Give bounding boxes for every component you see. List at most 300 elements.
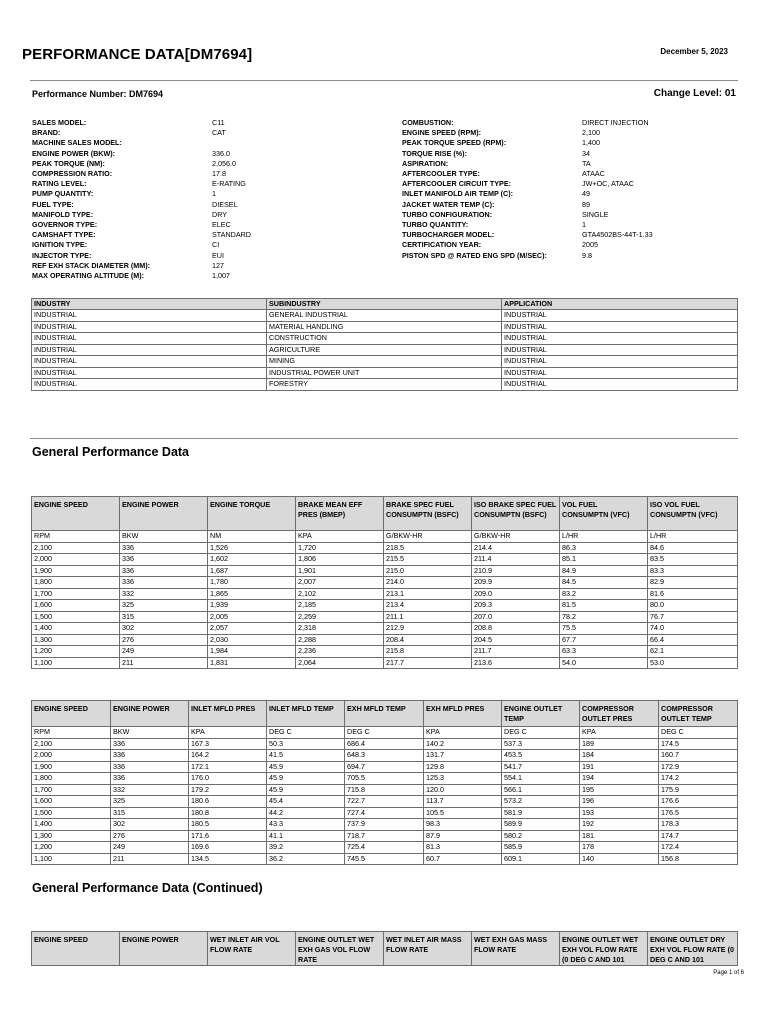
table-cell: 1,780 [208, 577, 296, 589]
table-cell: INDUSTRIAL [502, 367, 738, 379]
table-cell: MATERIAL HANDLING [267, 321, 502, 333]
spec-label: TORQUE RISE (%): [402, 148, 467, 158]
table-cell: 1,687 [208, 565, 296, 577]
table-cell: 43.3 [267, 819, 345, 831]
table-cell: KPA [189, 727, 267, 739]
table-cell: 192 [580, 819, 659, 831]
table-cell: 120.0 [424, 784, 502, 796]
table-cell: 213.4 [384, 600, 472, 612]
table-cell: 336 [120, 577, 208, 589]
spec-value: 2,100 [582, 128, 600, 138]
spec-value [212, 138, 251, 148]
table-cell: 581.9 [502, 807, 580, 819]
table-cell: 1,300 [32, 634, 120, 646]
section-title-continued: General Performance Data (Continued) [32, 881, 263, 895]
table-row [32, 738, 738, 750]
table-cell: 2,288 [296, 634, 384, 646]
spec-value: 336.0 [212, 148, 230, 158]
table-cell: 215.5 [384, 554, 472, 566]
spec-value: 1 [582, 220, 586, 230]
column-header: WET INLET AIR MASS FLOW RATE [384, 932, 472, 966]
table-cell: 336 [111, 738, 189, 750]
table-cell: 181 [580, 830, 659, 842]
spec-value: 34 [582, 148, 590, 158]
column-header: ENGINE OUTLET WET EXH VOL FLOW RATE (0 DEG C AND 101 [560, 932, 648, 966]
table-cell: KPA [580, 727, 659, 739]
spec-value: CI [212, 240, 220, 250]
table-cell: INDUSTRIAL [32, 367, 267, 379]
spec-value: 49 [582, 189, 590, 199]
table-cell: 302 [120, 623, 208, 635]
table-cell: 84.6 [648, 542, 738, 554]
table-cell: 208.8 [472, 623, 560, 635]
spec-label: INLET MANIFOLD AIR TEMP (C): [402, 189, 513, 199]
column-header: COMPRESSOR OUTLET TEMP [659, 701, 738, 727]
table-cell: 196 [580, 796, 659, 808]
table-cell: 160.7 [659, 750, 738, 762]
spec-label: CAMSHAFT TYPE: [32, 230, 96, 240]
spec-label: MAX OPERATING ALTITUDE (M): [32, 271, 145, 281]
table-cell: 98.3 [424, 819, 502, 831]
table-cell: 125.3 [424, 773, 502, 785]
table-row [32, 565, 738, 577]
table-cell: 2,185 [296, 600, 384, 612]
table-cell: GENERAL INDUSTRIAL [267, 310, 502, 322]
table-cell: 213.6 [472, 657, 560, 669]
column-header: BRAKE MEAN EFF PRES (BMEP) [296, 497, 384, 531]
table-cell: 609.1 [502, 853, 580, 865]
spec-label: FUEL TYPE: [32, 199, 74, 209]
table-row [32, 784, 738, 796]
table-cell: 276 [111, 830, 189, 842]
table-cell: 453.5 [502, 750, 580, 762]
table-cell: 180.5 [189, 819, 267, 831]
table-cell: 694.7 [345, 761, 424, 773]
table-cell: INDUSTRIAL [32, 321, 267, 333]
table-cell: 725.4 [345, 842, 424, 854]
section-title-general: General Performance Data [32, 445, 190, 459]
table-cell: 209.0 [472, 588, 560, 600]
table-cell: 554.1 [502, 773, 580, 785]
table-cell: 566.1 [502, 784, 580, 796]
table-cell: 2,318 [296, 623, 384, 635]
column-header: INLET MFLD PRES [189, 701, 267, 727]
table-cell: 211.4 [472, 554, 560, 566]
table-cell: INDUSTRIAL [502, 321, 738, 333]
page-footer: Page 1 of 6 [713, 970, 744, 976]
performance-table-2 [31, 700, 738, 865]
table-cell: 218.5 [384, 542, 472, 554]
table-cell: 140.2 [424, 738, 502, 750]
spec-value: TA [582, 158, 591, 168]
column-header: ENGINE TORQUE [208, 497, 296, 531]
table-row [32, 623, 738, 635]
table-cell: 53.0 [648, 657, 738, 669]
spec-value: 17.8 [212, 169, 226, 179]
table-row [32, 634, 738, 646]
table-cell: 315 [111, 807, 189, 819]
table-cell: 45.9 [267, 784, 345, 796]
section-divider [30, 438, 738, 439]
table-cell: 1,700 [32, 784, 111, 796]
table-cell: 208.4 [384, 634, 472, 646]
table-cell: DEG C [502, 727, 580, 739]
table-cell: 209.3 [472, 600, 560, 612]
table-cell: 1,600 [32, 600, 120, 612]
table-cell: RPM [32, 727, 111, 739]
table-cell: 184 [580, 750, 659, 762]
table-cell: 1,600 [32, 796, 111, 808]
spec-label: MACHINE SALES MODEL: [32, 138, 122, 148]
table-cell: INDUSTRIAL [32, 310, 267, 322]
table-cell: 83.3 [648, 565, 738, 577]
table-cell: 211 [120, 657, 208, 669]
table-row [32, 379, 738, 391]
report-date: December 5, 2023 [660, 47, 728, 56]
table-cell: 1,984 [208, 646, 296, 658]
table-cell: 50.3 [267, 738, 345, 750]
table-cell: INDUSTRIAL [502, 333, 738, 345]
table-cell: 2,057 [208, 623, 296, 635]
table-cell: 745.5 [345, 853, 424, 865]
table-row [32, 344, 738, 356]
table-cell: 54.0 [560, 657, 648, 669]
table-cell: 178.3 [659, 819, 738, 831]
spec-value: DIESEL [212, 199, 238, 209]
table-cell: 1,800 [32, 773, 111, 785]
table-cell: INDUSTRIAL [32, 379, 267, 391]
table-cell: 174.5 [659, 738, 738, 750]
column-header: ENGINE OUTLET WET EXH GAS VOL FLOW RATE [296, 932, 384, 966]
table-cell: 215.0 [384, 565, 472, 577]
column-header: ENGINE POWER [120, 497, 208, 531]
spec-value: DIRECT INJECTION [582, 118, 649, 127]
table-cell: 1,400 [32, 623, 120, 635]
performance-number: Performance Number: DM7694 [32, 89, 164, 99]
table-cell: 41.5 [267, 750, 345, 762]
table-cell: 169.6 [189, 842, 267, 854]
spec-value: 9.8 [582, 250, 592, 260]
table-row [32, 819, 738, 831]
table-cell: 332 [111, 784, 189, 796]
table-cell: 648.3 [345, 750, 424, 762]
table-cell: INDUSTRIAL POWER UNIT [267, 367, 502, 379]
spec-value: ELEC [212, 220, 231, 230]
column-header: COMPRESSOR OUTLET PRES [580, 701, 659, 727]
spec-label: PUMP QUANTITY: [32, 189, 94, 199]
table-cell: MINING [267, 356, 502, 368]
spec-label: REF EXH STACK DIAMETER (MM): [32, 260, 151, 270]
table-cell: 172.4 [659, 842, 738, 854]
column-header: WET INLET AIR VOL FLOW RATE [208, 932, 296, 966]
table-cell: INDUSTRIAL [32, 333, 267, 345]
table-cell: 211.1 [384, 611, 472, 623]
spec-value: CAT [212, 128, 226, 138]
table-cell: 85.1 [560, 554, 648, 566]
table-cell: 1,602 [208, 554, 296, 566]
spec-label: PEAK TORQUE (NM): [32, 158, 105, 168]
table-cell: 179.2 [189, 784, 267, 796]
table-cell: FORESTRY [267, 379, 502, 391]
table-cell: 2,000 [32, 750, 111, 762]
table-cell: 172.1 [189, 761, 267, 773]
table-cell: 134.5 [189, 853, 267, 865]
specs-left-values [212, 118, 251, 281]
table-cell: 718.7 [345, 830, 424, 842]
table-cell: 1,700 [32, 588, 120, 600]
column-header: INDUSTRY [32, 299, 267, 310]
table-cell: 207.0 [472, 611, 560, 623]
table-cell: 336 [111, 773, 189, 785]
spec-value: 1,400 [582, 138, 600, 148]
spec-label: AFTERCOOLER CIRCUIT TYPE: [402, 179, 512, 189]
column-header: ISO VOL FUEL CONSUMPTN (VFC) [648, 497, 738, 531]
table-cell: 212.9 [384, 623, 472, 635]
table-cell: 156.8 [659, 853, 738, 865]
table-row [32, 773, 738, 785]
table-cell: 2,030 [208, 634, 296, 646]
table-cell: 213.1 [384, 588, 472, 600]
spec-value: JW+OC, ATAAC [582, 179, 634, 189]
spec-label: GOVERNOR TYPE: [32, 220, 98, 230]
performance-table-3 [31, 931, 738, 966]
table-cell: 36.2 [267, 853, 345, 865]
column-header: ENGINE OUTLET DRY EXH VOL FLOW RATE (0 DEG C AND 101 [648, 932, 738, 966]
table-cell: 2,005 [208, 611, 296, 623]
column-header: APPLICATION [502, 299, 738, 310]
table-row [32, 807, 738, 819]
table-cell: BKW [120, 531, 208, 543]
table-cell: 2,100 [32, 542, 120, 554]
table-row [32, 321, 738, 333]
page-title: PERFORMANCE DATA[DM7694] [22, 46, 253, 63]
table-cell: 41.1 [267, 830, 345, 842]
spec-value: EUI [212, 250, 224, 260]
table-row [32, 761, 738, 773]
table-row [32, 611, 738, 623]
column-header: EXH MFLD TEMP [345, 701, 424, 727]
table-cell: G/BKW-HR [472, 531, 560, 543]
industry-table [31, 298, 738, 391]
table-row [32, 542, 738, 554]
table-cell: 315 [120, 611, 208, 623]
table-cell: 74.0 [648, 623, 738, 635]
table-cell: 195 [580, 784, 659, 796]
spec-label: JACKET WATER TEMP (C): [402, 199, 495, 209]
spec-label: COMPRESSION RATIO: [32, 169, 113, 179]
table-cell: 176.6 [659, 796, 738, 808]
table-cell: 194 [580, 773, 659, 785]
table-cell: 737.9 [345, 819, 424, 831]
table-cell: 66.4 [648, 634, 738, 646]
table-cell: INDUSTRIAL [32, 356, 267, 368]
table-cell: 87.9 [424, 830, 502, 842]
column-header: INLET MFLD TEMP [267, 701, 345, 727]
table-cell: 2,102 [296, 588, 384, 600]
column-header: SUBINDUSTRY [267, 299, 502, 310]
table-row [32, 853, 738, 865]
spec-label: COMBUSTION: [402, 118, 454, 127]
table-cell: 45.9 [267, 761, 345, 773]
table-cell: 172.9 [659, 761, 738, 773]
table-cell: 44.2 [267, 807, 345, 819]
table-cell: 1,720 [296, 542, 384, 554]
table-cell: 174.2 [659, 773, 738, 785]
spec-label: IGNITION TYPE: [32, 240, 88, 250]
spec-value: C11 [212, 118, 225, 127]
table-cell: L/HR [648, 531, 738, 543]
table-cell: 167.3 [189, 738, 267, 750]
table-cell: 180.8 [189, 807, 267, 819]
table-row [32, 727, 738, 739]
table-cell: 178 [580, 842, 659, 854]
table-cell: 302 [111, 819, 189, 831]
spec-label: ASPIRATION: [402, 158, 449, 168]
table-cell: 1,200 [32, 842, 111, 854]
table-cell: 722.7 [345, 796, 424, 808]
table-cell: 336 [111, 761, 189, 773]
table-cell: 727.4 [345, 807, 424, 819]
spec-label: MANIFOLD TYPE: [32, 209, 94, 219]
table-cell: 1,200 [32, 646, 120, 658]
table-cell: 140 [580, 853, 659, 865]
table-cell: 209.9 [472, 577, 560, 589]
table-cell: 84.9 [560, 565, 648, 577]
table-row [32, 333, 738, 345]
table-cell: KPA [296, 531, 384, 543]
performance-table-1 [31, 496, 738, 669]
table-cell: INDUSTRIAL [502, 310, 738, 322]
table-cell: 84.5 [560, 577, 648, 589]
table-cell: 2,100 [32, 738, 111, 750]
column-header: ENGINE POWER [111, 701, 189, 727]
spec-value: 1 [212, 189, 216, 199]
specs-right-values [582, 118, 653, 261]
table-cell: CONSTRUCTION [267, 333, 502, 345]
table-cell: 211.7 [472, 646, 560, 658]
spec-label: BRAND: [32, 128, 61, 138]
table-cell: 1,901 [296, 565, 384, 577]
table-row [32, 310, 738, 322]
spec-label: TURBO QUANTITY: [402, 220, 469, 230]
table-cell: 217.7 [384, 657, 472, 669]
table-cell: RPM [32, 531, 120, 543]
table-cell: DEG C [345, 727, 424, 739]
column-header: ENGINE POWER [120, 932, 208, 966]
table-cell: 1,400 [32, 819, 111, 831]
table-cell: 105.5 [424, 807, 502, 819]
spec-value: 127 [212, 260, 224, 270]
table-cell: 2,236 [296, 646, 384, 658]
table-cell: 585.9 [502, 842, 580, 854]
table-cell: INDUSTRIAL [502, 356, 738, 368]
table-cell: AGRICULTURE [267, 344, 502, 356]
table-cell: 715.8 [345, 784, 424, 796]
spec-label: AFTERCOOLER TYPE: [402, 169, 480, 179]
column-header: ENGINE OUTLET TEMP [502, 701, 580, 727]
table-cell: 86.3 [560, 542, 648, 554]
table-cell: KPA [424, 727, 502, 739]
table-cell: 1,900 [32, 565, 120, 577]
table-cell: 82.9 [648, 577, 738, 589]
spec-value: 2,056.0 [212, 158, 236, 168]
table-cell: 215.8 [384, 646, 472, 658]
table-cell: 589.9 [502, 819, 580, 831]
column-header: EXH MFLD PRES [424, 701, 502, 727]
table-cell: 249 [120, 646, 208, 658]
table-cell: 580.2 [502, 830, 580, 842]
table-cell: 63.3 [560, 646, 648, 658]
table-cell: 39.2 [267, 842, 345, 854]
table-cell: 249 [111, 842, 189, 854]
column-header: ENGINE SPEED [32, 932, 120, 966]
table-cell: 336 [120, 554, 208, 566]
table-cell: 573.2 [502, 796, 580, 808]
column-header: BRAKE SPEC FUEL CONSUMPTN (BSFC) [384, 497, 472, 531]
table-cell: 175.9 [659, 784, 738, 796]
table-cell: 1,939 [208, 600, 296, 612]
table-cell: 1,100 [32, 853, 111, 865]
table-cell: 214.4 [472, 542, 560, 554]
table-cell: 541.7 [502, 761, 580, 773]
table-cell: 1,100 [32, 657, 120, 669]
table-cell: 1,806 [296, 554, 384, 566]
table-row [32, 600, 738, 612]
spec-label: ENGINE POWER (BKW): [32, 148, 116, 158]
table-cell: 2,000 [32, 554, 120, 566]
table-cell: NM [208, 531, 296, 543]
header-divider [30, 80, 738, 81]
spec-value: STANDARD [212, 230, 252, 240]
spec-label: SALES MODEL: [32, 118, 87, 127]
table-cell: INDUSTRIAL [32, 344, 267, 356]
table-cell: G/BKW-HR [384, 531, 472, 543]
table-row [32, 577, 738, 589]
table-cell: 45.9 [267, 773, 345, 785]
table-cell: L/HR [560, 531, 648, 543]
table-cell: 1,831 [208, 657, 296, 669]
table-row [32, 750, 738, 762]
spec-value: ATAAC [582, 169, 605, 179]
table-cell: 191 [580, 761, 659, 773]
table-cell: 62.1 [648, 646, 738, 658]
spec-label: ENGINE SPEED (RPM): [402, 128, 482, 138]
spec-value: DRY [212, 209, 228, 219]
table-cell: 78.2 [560, 611, 648, 623]
table-cell: INDUSTRIAL [502, 344, 738, 356]
table-cell: 176.5 [659, 807, 738, 819]
spec-value: 89 [582, 199, 590, 209]
table-cell: 81.3 [424, 842, 502, 854]
table-cell: 164.2 [189, 750, 267, 762]
table-row [32, 646, 738, 658]
table-cell: 2,259 [296, 611, 384, 623]
spec-label: PISTON SPD @ RATED ENG SPD (M/SEC): [402, 250, 547, 260]
table-cell: 83.5 [648, 554, 738, 566]
table-cell: 174.7 [659, 830, 738, 842]
table-cell: 76.7 [648, 611, 738, 623]
table-cell: 180.6 [189, 796, 267, 808]
table-cell: INDUSTRIAL [502, 379, 738, 391]
table-cell: 1,800 [32, 577, 120, 589]
table-cell: 80.0 [648, 600, 738, 612]
table-row [32, 367, 738, 379]
column-header: ENGINE SPEED [32, 497, 120, 531]
table-cell: 211 [111, 853, 189, 865]
table-cell: 129.8 [424, 761, 502, 773]
table-row [32, 842, 738, 854]
table-cell: 67.7 [560, 634, 648, 646]
